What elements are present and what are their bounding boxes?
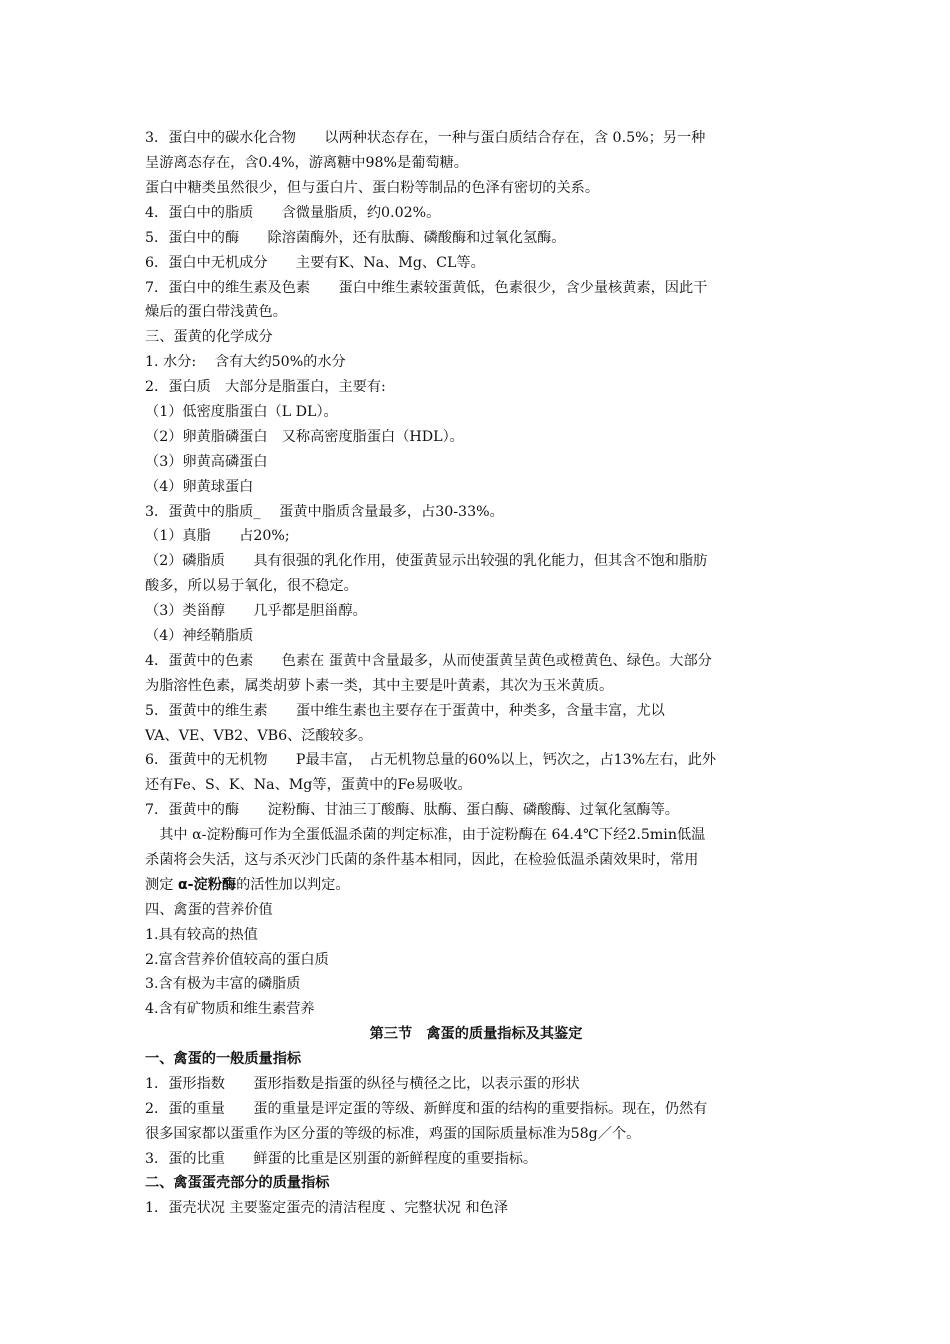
bold-term: α-淀粉酶 xyxy=(177,877,237,893)
text-line: 3．蛋白中的碳水化合物 以两种状态存在，一种与蛋白质结合存在，含 0.5%；另一种 xyxy=(145,130,706,146)
text-line: （3）类甾醇 几乎都是胆甾醇。 xyxy=(145,603,367,619)
text-line: 3．蛋的比重 鲜蛋的比重是区别蛋的新鲜程度的重要指标。 xyxy=(145,1151,538,1167)
text-line: 还有Fe、S、K、Na、Mg等，蛋黄中的Fe易吸收。 xyxy=(145,777,472,793)
text-line: VA、VE、VB2、VB6、泛酸较多。 xyxy=(145,728,373,744)
text-line: 7．蛋白中的维生素及色素 蛋白中维生素较蛋黄低，色素很少，含少量核黄素，因此干 xyxy=(145,280,708,296)
text-line: （2）磷脂质 具有很强的乳化作用，使蛋黄显示出较强的乳化能力，但其含不饱和脂肪 xyxy=(145,553,708,569)
text-line: 1. 水分: 含有大约50%的水分 xyxy=(145,354,346,370)
text-line: 杀菌将会失活，这与杀灭沙门氏菌的条件基本相同，因此，在检验低温杀菌效果时，常用 xyxy=(145,852,699,868)
text-line: 1．蛋形指数 蛋形指数是指蛋的纵径与横径之比，以表示蛋的形状 xyxy=(145,1076,580,1092)
text-line: 5．蛋白中的酶 除溶菌酶外，还有肽酶、磷酸酶和过氧化氢酶。 xyxy=(145,230,566,246)
subsection-heading: 二、禽蛋蛋壳部分的质量指标 xyxy=(145,1175,330,1191)
text-line: 2．蛋的重量 蛋的重量是评定蛋的等级、新鲜度和蛋的结构的重要指标。现在，仍然有 xyxy=(145,1101,708,1117)
list-item: 1.具有较高的热值 xyxy=(145,927,258,943)
text-line: 呈游离态存在，含0.4%，游离糖中98%是葡萄糖。 xyxy=(145,155,468,171)
text-line: （2）卵黄脂磷蛋白 又称高密度脂蛋白（HDL）。 xyxy=(145,429,464,445)
list-item: 3.含有极为丰富的磷脂质 xyxy=(145,976,301,992)
text-line: 5．蛋黄中的维生素 蛋中维生素也主要存在于蛋黄中，种类多，含量丰富，尤以 xyxy=(145,703,665,719)
section-heading: 四、禽蛋的营养价值 xyxy=(145,902,273,918)
text-line-with-bold xyxy=(145,875,807,897)
text-line: 很多国家都以蛋重作为区分蛋的等级的标准，鸡蛋的国际质量标准为58g／个。 xyxy=(145,1126,641,1142)
text-line: 7．蛋黄中的酶 淀粉酶、甘油三丁酸酶、肽酶、蛋白酶、磷酸酶、过氧化氢酶等。 xyxy=(145,802,679,818)
text-line: 为脂溶性色素，属类胡萝卜素一类，其中主要是叶黄素，其次为玉米黄质。 xyxy=(145,678,614,694)
section-heading: 三、蛋黄的化学成分 xyxy=(145,329,273,345)
text-line: 1．蛋壳状况 主要鉴定蛋壳的清洁程度 、完整状况 和色泽 xyxy=(145,1200,509,1216)
text-line: 6．蛋黄中的无机物 P最丰富， 占无机物总量的60%以上，钙次之，占13%左右，此外 xyxy=(145,752,717,768)
text-line: 燥后的蛋白带浅黄色。 xyxy=(145,304,287,320)
text-line: （1）真脂 占20%; xyxy=(145,528,290,544)
text-line: 其中 α-淀粉酶可作为全蛋低温杀菌的判定标准，由于淀粉酶在 64.4℃下经2.5min低温 xyxy=(145,827,706,843)
text-line: 3．蛋黄中的脂质_ 蛋黄中脂质含量最多，占30-33%。 xyxy=(145,504,504,520)
text-line: （4）卵黄球蛋白 xyxy=(145,479,254,495)
text-line: 酸多，所以易于氧化，很不稳定。 xyxy=(145,578,358,594)
text-line: 4．蛋黄中的色素 色素在 蛋黄中含量最多，从而使蛋黄呈黄色或橙黄色、绿色。大部分 xyxy=(145,653,712,669)
text-line: 蛋白中糖类虽然很少，但与蛋白片、蛋白粉等制品的色泽有密切的关系。 xyxy=(145,180,600,196)
list-item: 4.含有矿物质和维生素营养 xyxy=(145,1001,315,1017)
text-suffix: 的活性加以判定。 xyxy=(236,877,350,893)
text-line: （3）卵黄高磷蛋白 xyxy=(145,454,268,470)
text-line: 4．蛋白中的脂质 含微量脂质，约0.02%。 xyxy=(145,205,441,221)
chapter-section-title: 第三节 禽蛋的质量指标及其鉴定 xyxy=(369,1026,583,1042)
text-line: 2．蛋白质 大部分是脂蛋白，主要有: xyxy=(145,379,386,395)
text-line: （4）神经鞘脂质 xyxy=(145,628,254,644)
text-prefix: 测定 xyxy=(145,877,178,893)
list-item: 2.富含营养价值较高的蛋白质 xyxy=(145,952,329,968)
text-line: 6．蛋白中无机成分 主要有K、Na、Mg、CL等。 xyxy=(145,255,485,271)
subsection-heading: 一、禽蛋的一般质量指标 xyxy=(145,1051,302,1067)
text-line: （1）低密度脂蛋白（L DL）。 xyxy=(145,404,338,420)
